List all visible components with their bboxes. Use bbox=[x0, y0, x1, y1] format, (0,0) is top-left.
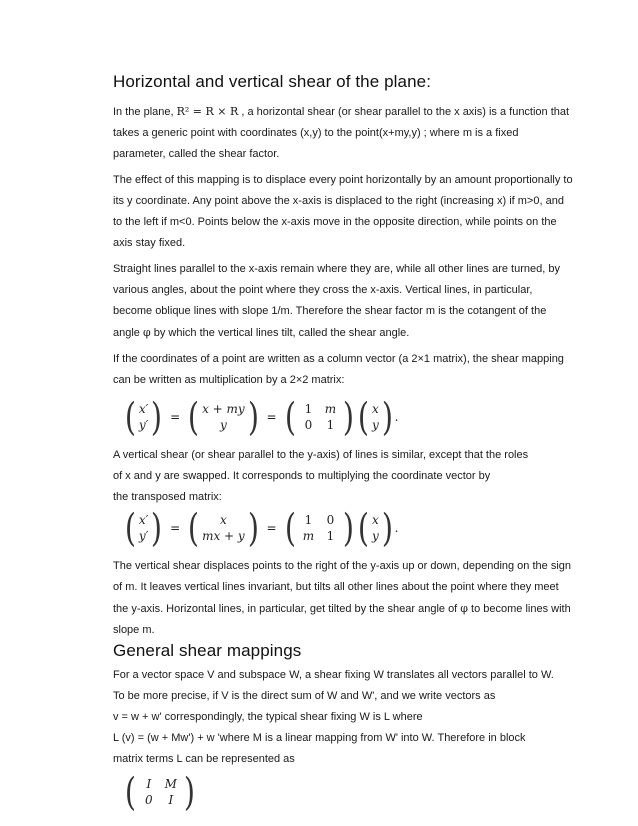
line: v = w + w' correspondingly, the typical shear fixing W is L where bbox=[113, 711, 423, 723]
text: to become lines with slope m. bbox=[113, 603, 571, 636]
vector-entry: y bbox=[372, 529, 379, 543]
matrix-entry: 0 bbox=[326, 513, 335, 527]
shear-matrix: ( 1 0 m 1 ) bbox=[284, 506, 355, 550]
math-r2: R² = R × R bbox=[176, 105, 239, 118]
lhs-vector: ( x′ y′ ) bbox=[124, 395, 163, 439]
text: Straight lines parallel to the x-axis remain where they are, while all other lines are turned, by various angles, about the point where they cross the x-axis. Vertical lines, in particular, become oblique lines with slope 1/m. Therefore the shear factor m is the cotangent of the angle bbox=[113, 263, 560, 339]
line: To be more precise, if V is the direct sum of W and W', and we write vectors as bbox=[113, 690, 496, 702]
paragraph-effect: The effect of this mapping is to displace every point horizontally by an amount proportionally to its y coordinate. Any point above the x-axis is displaced to the right (increasing x) if m>0, and to the left if m<0. Points below the x-axis move in the opposite direction, while points on the axis stay fixed. bbox=[113, 174, 573, 249]
document-body bbox=[113, 72, 573, 812]
paragraph-column-vector: If the coordinates of a point are written as a column vector (a 2×1 matrix), the shear mapping can be written as multiplication by a 2×2 matrix: bbox=[113, 353, 564, 386]
equation-vertical-shear bbox=[123, 508, 573, 548]
section-heading-plane-shear: Horizontal and vertical shear of the plane: bbox=[113, 72, 432, 91]
line: matrix terms L can be represented as bbox=[113, 753, 295, 765]
input-vector: ( x y ) bbox=[358, 395, 393, 439]
equals-sign: = bbox=[170, 410, 181, 424]
line: L (v) = (w + Mw') + w 'where M is a linear mapping from W' into W. Therefore in block bbox=[113, 732, 526, 744]
result-vector: ( x mx + y ) bbox=[188, 506, 259, 550]
vector-entry: mx + y bbox=[202, 529, 245, 543]
matrix-entry: M bbox=[164, 777, 177, 791]
phi-symbol: φ bbox=[142, 326, 151, 339]
equals-sign: = bbox=[266, 410, 277, 424]
equation-horizontal-shear bbox=[123, 397, 573, 437]
line: A vertical shear (or shear parallel to the y-axis) of lines is similar, except that the roles bbox=[113, 449, 529, 461]
equation-block-matrix bbox=[123, 772, 573, 812]
vector-entry: y′ bbox=[138, 529, 149, 543]
vector-entry: y bbox=[372, 418, 379, 432]
text: In the plane, bbox=[113, 106, 177, 118]
lhs-vector: ( x′ y′ ) bbox=[124, 506, 163, 550]
paragraph-definition bbox=[113, 101, 573, 165]
line: of x and y are swapped. It corresponds to multiplying the coordinate vector by bbox=[113, 470, 491, 482]
matrix-entry: 1 bbox=[326, 529, 335, 543]
matrix-entry: I bbox=[168, 793, 174, 807]
matrix-entry: m bbox=[302, 529, 315, 543]
text: The vertical shear displaces points to the right of the y-axis up or down, depending on the sign of m. It leaves vertical lines invariant, but tilts all other lines about the point where they meet the y-axis. Horizontal lines, in particular, get tilted by the shear angle of bbox=[113, 560, 571, 615]
vector-entry: x bbox=[219, 513, 227, 527]
paragraph-general: For a vector space V and subspace W, a shear fixing W translates all vectors parallel to W. bbox=[113, 669, 554, 681]
matrix-entry: m bbox=[324, 402, 337, 416]
input-vector: ( x y ) bbox=[358, 506, 393, 550]
block-matrix: ( I M 0 I ) bbox=[124, 770, 195, 814]
shear-matrix: ( 1 m 0 1 ) bbox=[284, 395, 355, 439]
line: the transposed matrix: bbox=[113, 491, 222, 503]
matrix-entry: 1 bbox=[326, 418, 335, 432]
vector-entry: x′ bbox=[138, 402, 149, 416]
equals-sign: = bbox=[170, 521, 181, 535]
equals-sign: = bbox=[266, 521, 277, 535]
text: , a horizontal shear (or shear parallel to the x axis) is a function that takes a generic point with coordinates (x,y) to the point(x+my,y) ; where m is a fixed parameter, called the shear factor. bbox=[113, 106, 570, 160]
paragraph-lines bbox=[113, 259, 573, 344]
section-heading-general-shear: General shear mappings bbox=[113, 641, 302, 660]
paragraph-vertical-effect bbox=[113, 556, 573, 641]
vector-entry: x bbox=[372, 513, 379, 527]
period: . bbox=[394, 521, 399, 535]
phi-symbol: φ bbox=[460, 602, 468, 615]
paragraph-vertical-shear bbox=[113, 445, 573, 508]
vector-entry: x′ bbox=[138, 513, 149, 527]
matrix-entry: 0 bbox=[304, 418, 313, 432]
paragraph-direct-sum bbox=[113, 686, 573, 770]
vector-entry: x + my bbox=[202, 402, 245, 416]
text: by which the vertical lines tilt, called the shear angle. bbox=[150, 327, 410, 339]
vector-entry: x bbox=[372, 402, 379, 416]
matrix-entry: I bbox=[146, 777, 152, 791]
period: . bbox=[394, 410, 399, 424]
matrix-entry: 1 bbox=[304, 402, 313, 416]
result-vector: ( x + my y ) bbox=[188, 395, 259, 439]
vector-entry: y′ bbox=[138, 418, 149, 432]
matrix-entry: 1 bbox=[304, 513, 313, 527]
matrix-entry: 0 bbox=[145, 793, 153, 807]
vector-entry: y bbox=[219, 418, 227, 432]
